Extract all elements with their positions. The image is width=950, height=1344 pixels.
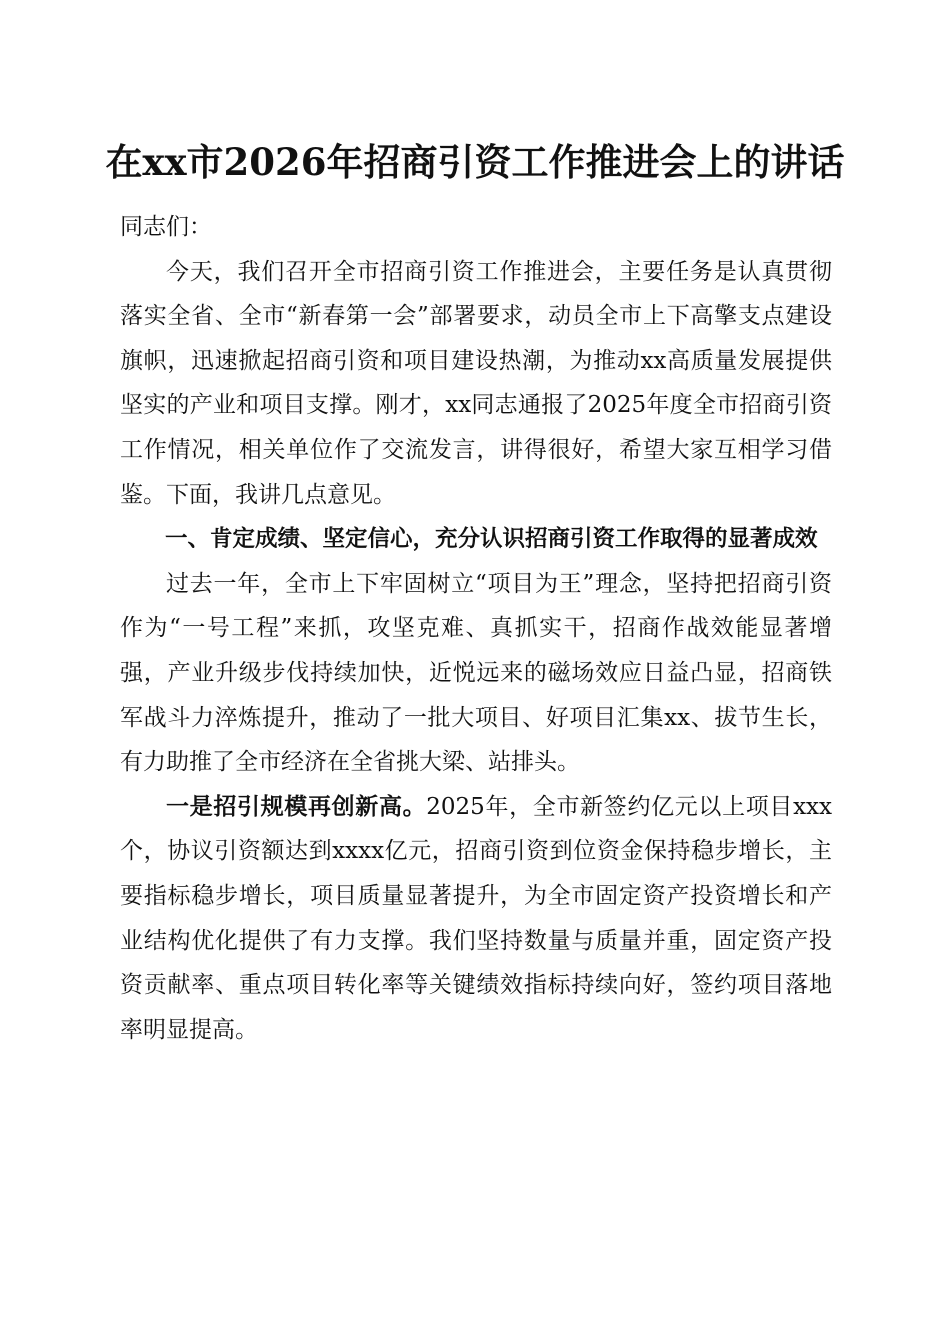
paragraph-scale: [120, 785, 832, 1053]
salutation: 同志们：: [120, 214, 212, 240]
document-title: 在xx市2026年招商引资工作推进会上的讲话: [105, 140, 845, 184]
paragraph-opening: 今天，我们召开全市招商引资工作推进会，主要任务是认真贯彻落实全省、全市“新春第一会”部署要求，动员全市上下高擎支点建设旗帜，迅速掀起招商引资和项目建设热潮，为推动xx高质量发展提供坚实的产业和项目支撑。刚才，xx同志通报了2025年度全市招商引资工作情况，相关单位作了交流发言，讲得很好，希望大家互相学习借鉴。下面，我讲几点意见。: [120, 258, 832, 508]
document-body: [120, 205, 832, 1052]
section-heading-1: 一、肯定成绩、坚定信心，充分认识招商引资工作取得的显著成效: [165, 526, 818, 553]
paragraph-achievements: 过去一年，全市上下牢固树立“项目为王”理念，坚持把招商引资作为“一号工程”来抓，攻坚克难、真抓实干，招商作战效能显著增强，产业升级步伐持续加快，近悦远来的磁场效应日益凸显，招商铁军战斗力淬炼提升，推动了一批大项目、好项目汇集xx、拔节生长，有力助推了全市经济在全省挑大梁、站排头。: [120, 570, 832, 776]
paragraph-scale-text: 2025年，全市新签约亿元以上项目xxx个，协议引资额达到xxxx亿元，招商引资到位资金保持稳步增长，主要指标稳步增长，项目质量显著提升，为全市固定资产投资增长和产业结构优化提供了有力支撑。我们坚持数量与质量并重，固定资产投资贡献率、重点项目转化率等关键绩效指标持续向好，签约项目落地率明显提高。: [120, 793, 832, 1043]
paragraph-lead-phrase: 一是招引规模再创新高。: [166, 792, 427, 820]
